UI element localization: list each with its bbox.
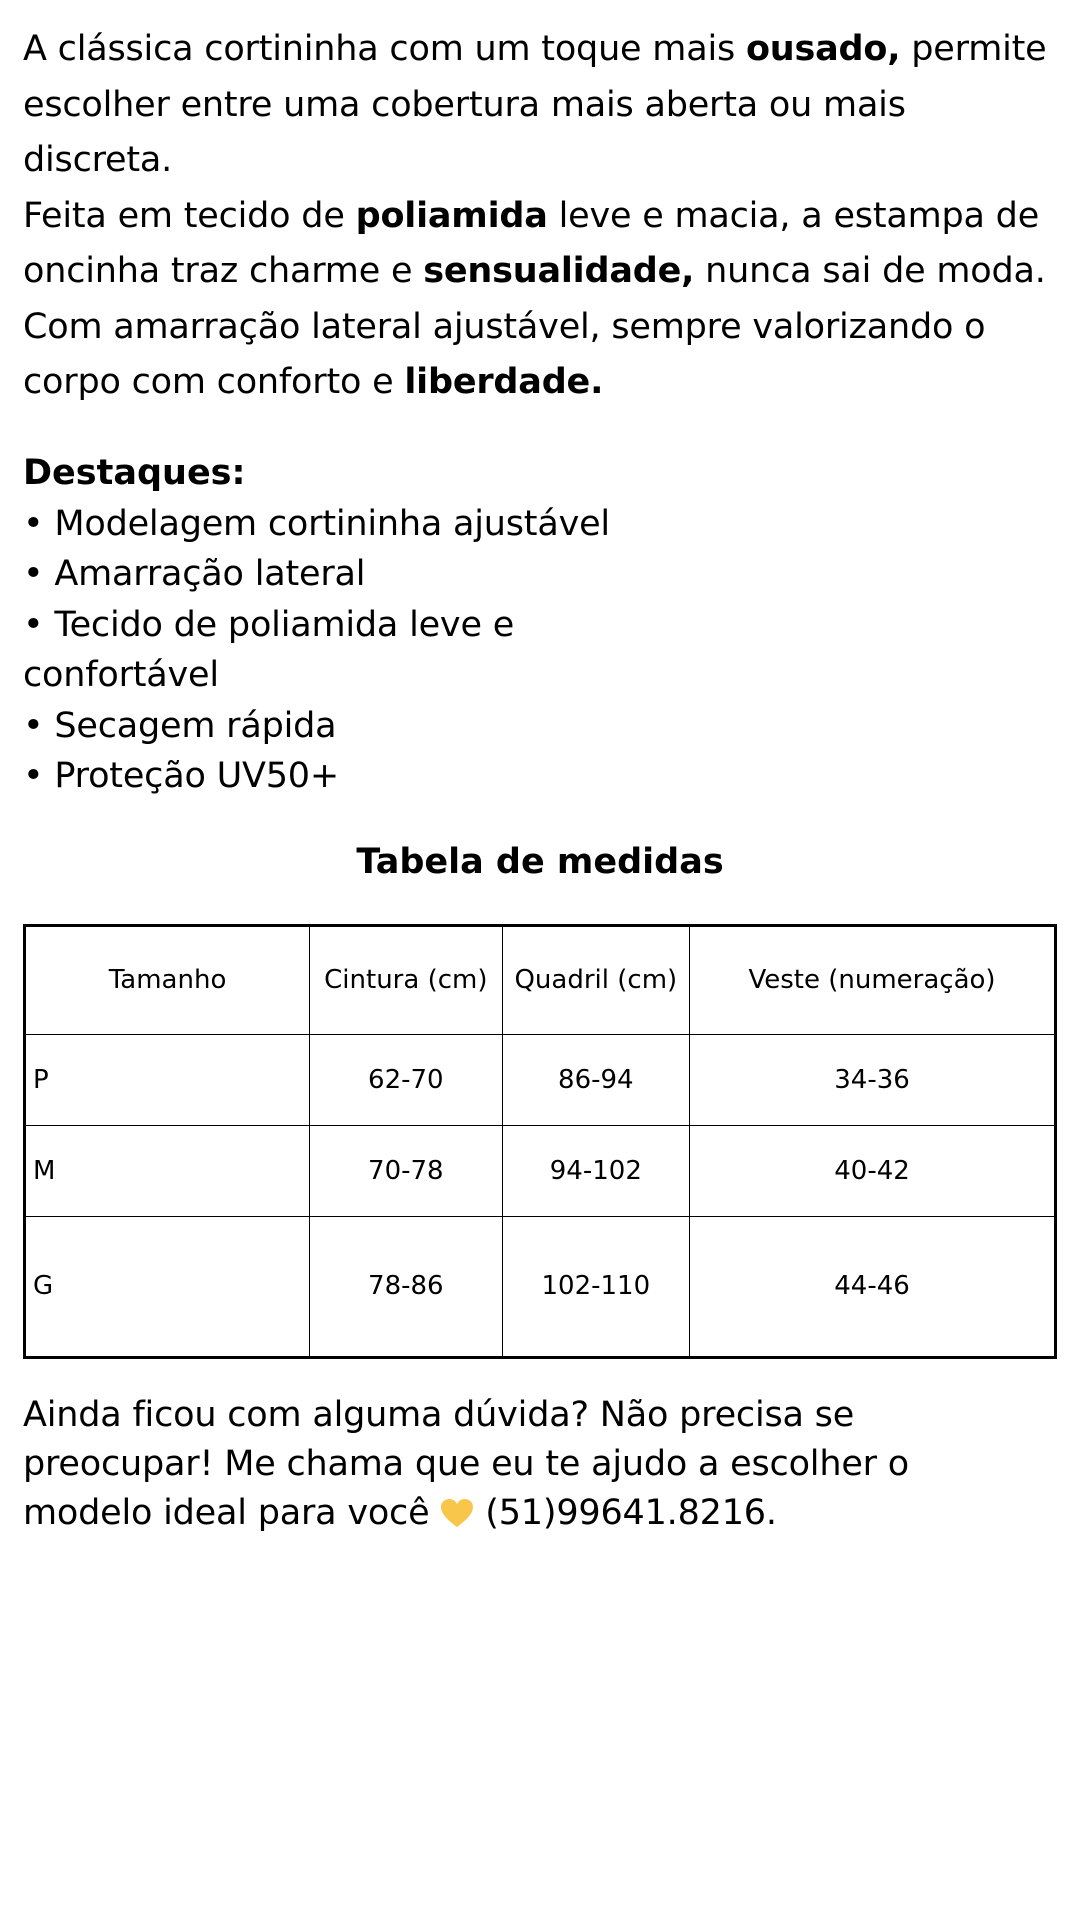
table-row — [25, 1034, 1056, 1125]
table-header-row — [25, 925, 1056, 1034]
table-cell: 86-94 — [502, 1034, 690, 1125]
list-item: • Secagem rápida — [23, 705, 337, 746]
list-item: • Proteção UV50+ — [23, 756, 340, 796]
phone-number[interactable]: (51)99641.8216. — [474, 1492, 777, 1533]
yellow-heart-icon — [440, 1493, 474, 1523]
intro-paragraph-3: Com amarração lateral ajustável, sempre valorizando o corpo com conforto e liberdade. — [23, 306, 986, 402]
table-cell: 62-70 — [310, 1034, 502, 1125]
table-cell: 70-78 — [310, 1125, 502, 1216]
table-row — [25, 1125, 1056, 1216]
size-table — [23, 924, 1057, 1359]
intro-paragraph-2: Feita em tecido de poliamida leve e macia, a estampa de oncinha traz charme e sensualidade, nunca sai de moda. — [23, 195, 1046, 291]
table-row — [25, 1216, 1056, 1357]
closing-message: Ainda ficou com alguma dúvida? Não precisa se preocupar! Me chama que eu te ajudo a escolher o modelo ideal para você (51)99641.8216. — [23, 1394, 909, 1533]
table-cell: 34-36 — [690, 1034, 1056, 1125]
table-cell: G — [25, 1216, 310, 1357]
table-cell: P — [25, 1034, 310, 1125]
list-item: • Tecido de poliamida leve e confortável — [23, 604, 515, 695]
intro-text — [23, 22, 1057, 411]
list-item: • Modelagem cortininha ajustável — [23, 503, 610, 544]
highlights-list — [23, 499, 1057, 802]
intro-paragraph-1: A clássica cortininha com um toque mais ousado, permite escolher entre uma cobertura mais aberta ou mais discreta. — [23, 29, 1047, 180]
table-cell: 40-42 — [690, 1125, 1056, 1216]
column-header: Veste (numeração) — [690, 925, 1056, 1034]
size-table-title: Tabela de medidas — [356, 841, 724, 882]
highlights-title: Destaques: — [23, 452, 246, 493]
table-cell: 94-102 — [502, 1125, 690, 1216]
list-item: • Amarração lateral — [23, 554, 366, 594]
table-cell: 44-46 — [690, 1216, 1056, 1357]
table-cell: M — [25, 1125, 310, 1216]
table-cell: 102-110 — [502, 1216, 690, 1357]
column-header: Tamanho — [25, 925, 310, 1034]
column-header: Cintura (cm) — [310, 925, 502, 1034]
table-cell: 78-86 — [310, 1216, 502, 1357]
column-header: Quadril (cm) — [502, 925, 690, 1034]
